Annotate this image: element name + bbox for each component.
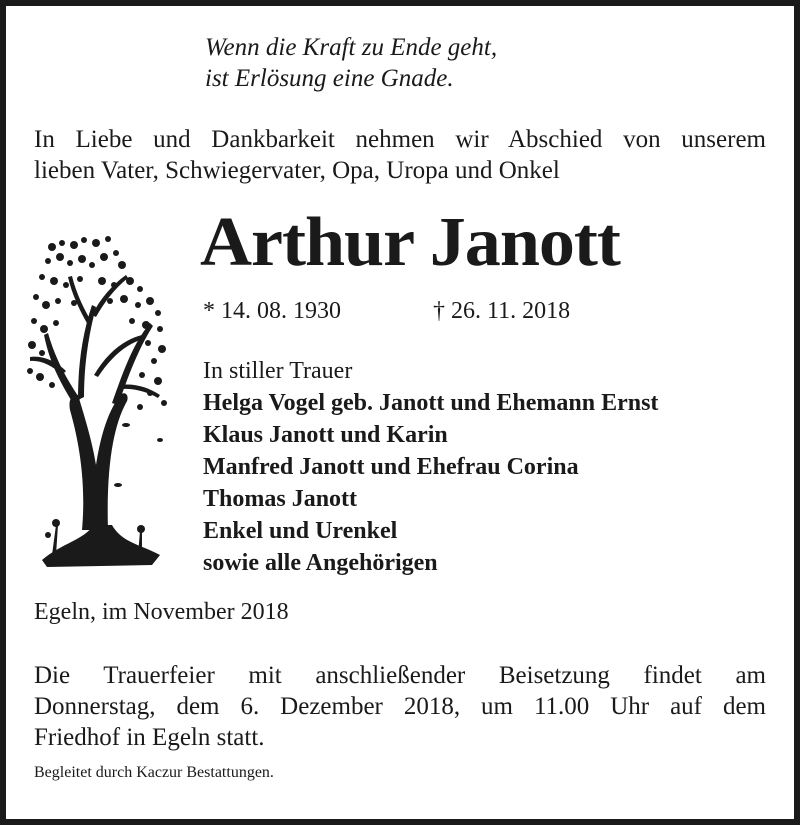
intro-line-2: lieben Vater, Schwiegervater, Opa, Uropa und Onkel — [34, 157, 560, 184]
intro-line-1: In Liebe und Dankbarkeit nehmen wir Abschied von unserem — [34, 126, 766, 153]
motto-line-1: Wenn die Kraft zu Ende geht, — [205, 34, 498, 61]
mourners-list — [203, 355, 658, 579]
mourner-line: Thomas Janott — [203, 486, 358, 512]
mourner-line: Helga Vogel geb. Janott und Ehemann Ernst — [203, 390, 659, 416]
motto-line-2: ist Erlösung eine Gnade. — [205, 65, 454, 92]
ceremony-line-2: Donnerstag, dem 6. Dezember 2018, um 11.00 Uhr auf dem — [34, 693, 766, 720]
place-date: Egeln, im November 2018 — [34, 599, 289, 625]
life-dates — [203, 296, 571, 326]
ceremony-line-1: Die Trauerfeier mit anschließender Beisetzung findet am — [34, 662, 766, 689]
undertaker-note: Begleitet durch Kaczur Bestattungen. — [34, 764, 274, 781]
intro-text — [34, 124, 766, 186]
mourner-line: Klaus Janott und Karin — [203, 422, 448, 448]
ceremony-text — [34, 660, 766, 753]
motto — [205, 32, 625, 94]
mourner-line: Manfred Janott und Ehefrau Corina — [203, 454, 579, 480]
mourners-lead: In stiller Trauer — [203, 358, 353, 384]
mourner-line: Enkel und Urenkel — [203, 518, 398, 544]
tree-icon — [22, 225, 172, 575]
death-date: † 26. 11. 2018 — [433, 298, 571, 324]
mourner-line: sowie alle Angehörigen — [203, 550, 438, 576]
birth-date: * 14. 08. 1930 — [203, 298, 341, 324]
ceremony-line-3: Friedhof in Egeln statt. — [34, 724, 265, 751]
deceased-name: Arthur Janott — [200, 204, 620, 281]
